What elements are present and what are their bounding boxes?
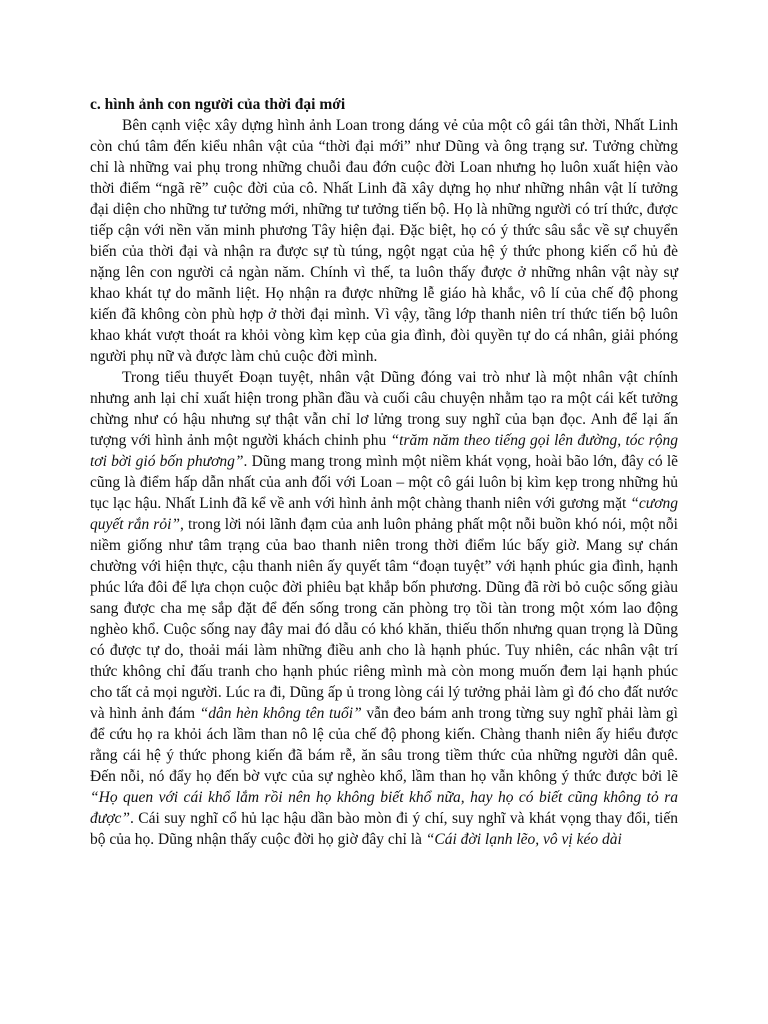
paragraph-text: Bên cạnh việc xây dựng hình ảnh Loan trong dáng vẻ của một cô gái tân thời, Nhất Linh còn chú tâm đến kiểu nhân vật của “thời đại mới” như Dũng và ông trạng sư. Tưởng chừng chỉ là những vai phụ trong những chuỗi đau đớn cuộc đời Loan nhưng họ luôn xuất hiện vào thời điểm “ngã rẽ” cuộc đời của cô. Nhất Linh đã xây dựng họ như những nhân vật lí tưởng đại diện cho những tư tưởng mới, những tư tưởng tiến bộ. Họ là những người có trí thức, được tiếp cận với nền văn minh phương Tây hiện đại. Đặc biệt, họ có ý thức sâu sắc về sự chuyển biến của thời đại và nhận ra được sự tù túng, ngột ngạt của hệ ý thức phong kiến cổ hủ đè nặng lên con người cả ngàn năm. Chính vì thế, ta luôn thấy được ở những nhân vật này sự khao khát tự do mãnh liệt. Họ nhận ra được những lễ giáo hà khắc, vô lí của chế độ phong kiến đã không còn phù hợp ở thời đại mình. Vì vậy, tầng lớp thanh niên trí thức tiến bộ luôn khao khát vượt thoát ra khỏi vòng kìm kẹp của gia đình, đòi quyền tự do cá nhân, giải phóng người phụ nữ và được làm chủ cuộc đời mình. xyxy=(90,117,678,365)
quote-text: “trăm năm theo tiếng gọi lên đường, tóc rộng tơi bời gió bốn phương” xyxy=(90,432,678,470)
paragraph xyxy=(90,367,678,850)
quote-text: “cương quyết rắn rỏi” xyxy=(90,495,678,533)
quote-text: “dân hèn không tên tuổi” xyxy=(199,705,362,722)
paragraph-text: Trong tiểu thuyết Đoạn tuyệt, nhân vật Dũng đóng vai trò như là một nhân vật chính nhưng anh lại chỉ xuất hiện trong phần đầu và cuối câu chuyện nhằm tạo ra một cái kết tưởng chừng như có hậu nhưng sự thật vẫn chỉ lơ lửng trong suy nghĩ của bạn đọc. Anh để lại ấn tượng với hình ảnh một người khách chinh phu xyxy=(90,369,678,449)
paragraph-text: vẫn đeo bám anh trong từng suy nghĩ phải làm gì để cứu họ ra khỏi ách lầm than nô lệ của chế độ phong kiến. Chàng thanh niên ấy hiểu được rằng cái hệ ý thức phong kiến đã bám rễ, ăn sâu trong tiềm thức của những người dân quê. Đến nỗi, nó đẩy họ đến bờ vực của sự nghèo khổ, lầm than họ vẫn không ý thức được bởi lẽ xyxy=(90,705,678,785)
paragraph xyxy=(90,115,678,367)
section-heading: c. hình ảnh con người của thời đại mới xyxy=(90,96,346,113)
paragraph-text: , trong lời nói lãnh đạm của anh luôn phảng phất một nỗi buồn khó nói, một nỗi niềm giống như tâm trạng của bao thanh niên trong thời điểm lúc bấy giờ. Mang sự chán chường với hiện thực, cậu thanh niên ấy quyết tâm “đoạn tuyệt” với hạnh phúc gia đình, hạnh phúc lứa đôi để lựa chọn cuộc đời phiêu bạt khắp bốn phương. Dũng đã rời bỏ cuộc sống giàu sang được cha mẹ sắp đặt để đến sống trong căn phòng trọ tồi tàn trong một xóm lao động nghèo khổ. Cuộc sống nay đây mai đó dẫu có khó khăn, thiếu thốn nhưng quan trọng là Dũng có được tự do, thoải mái làm những điều anh cho là hạnh phúc. Tuy nhiên, các nhân vật trí thức không chỉ đấu tranh cho hạnh phúc riêng mình mà còn mong muốn đem lại hạnh phúc cho tất cả mọi người. Lúc ra đi, Dũng ấp ủ trong lòng cái lý tưởng phải làm gì đó cho đất nước và hình ảnh đám xyxy=(90,516,678,722)
quote-text: “Họ quen với cái khổ lắm rồi nên họ không biết khổ nữa, hay họ có biết cũng không tỏ ra được” xyxy=(90,789,678,827)
paragraph-text: . Cái suy nghĩ cổ hủ lạc hậu dần bào mòn đi ý chí, suy nghĩ và khát vọng thay đổi, tiến bộ của họ. Dũng nhận thấy cuộc đời họ giờ đây chỉ là xyxy=(90,810,678,848)
quote-text: “Cái đời lạnh lẽo, vô vị kéo dài xyxy=(425,831,622,848)
body-text xyxy=(90,115,678,850)
paragraph-text: . Dũng mang trong mình một niềm khát vọng, hoài bão lớn, đây có lẽ cũng là điểm hấp dẫn nhất của anh đối với Loan – một cô gái luôn bị kìm kẹp trong những hủ tục lạc hậu. Nhất Linh đã kể về anh với hình ảnh một chàng thanh niên với gương mặt xyxy=(90,453,679,512)
